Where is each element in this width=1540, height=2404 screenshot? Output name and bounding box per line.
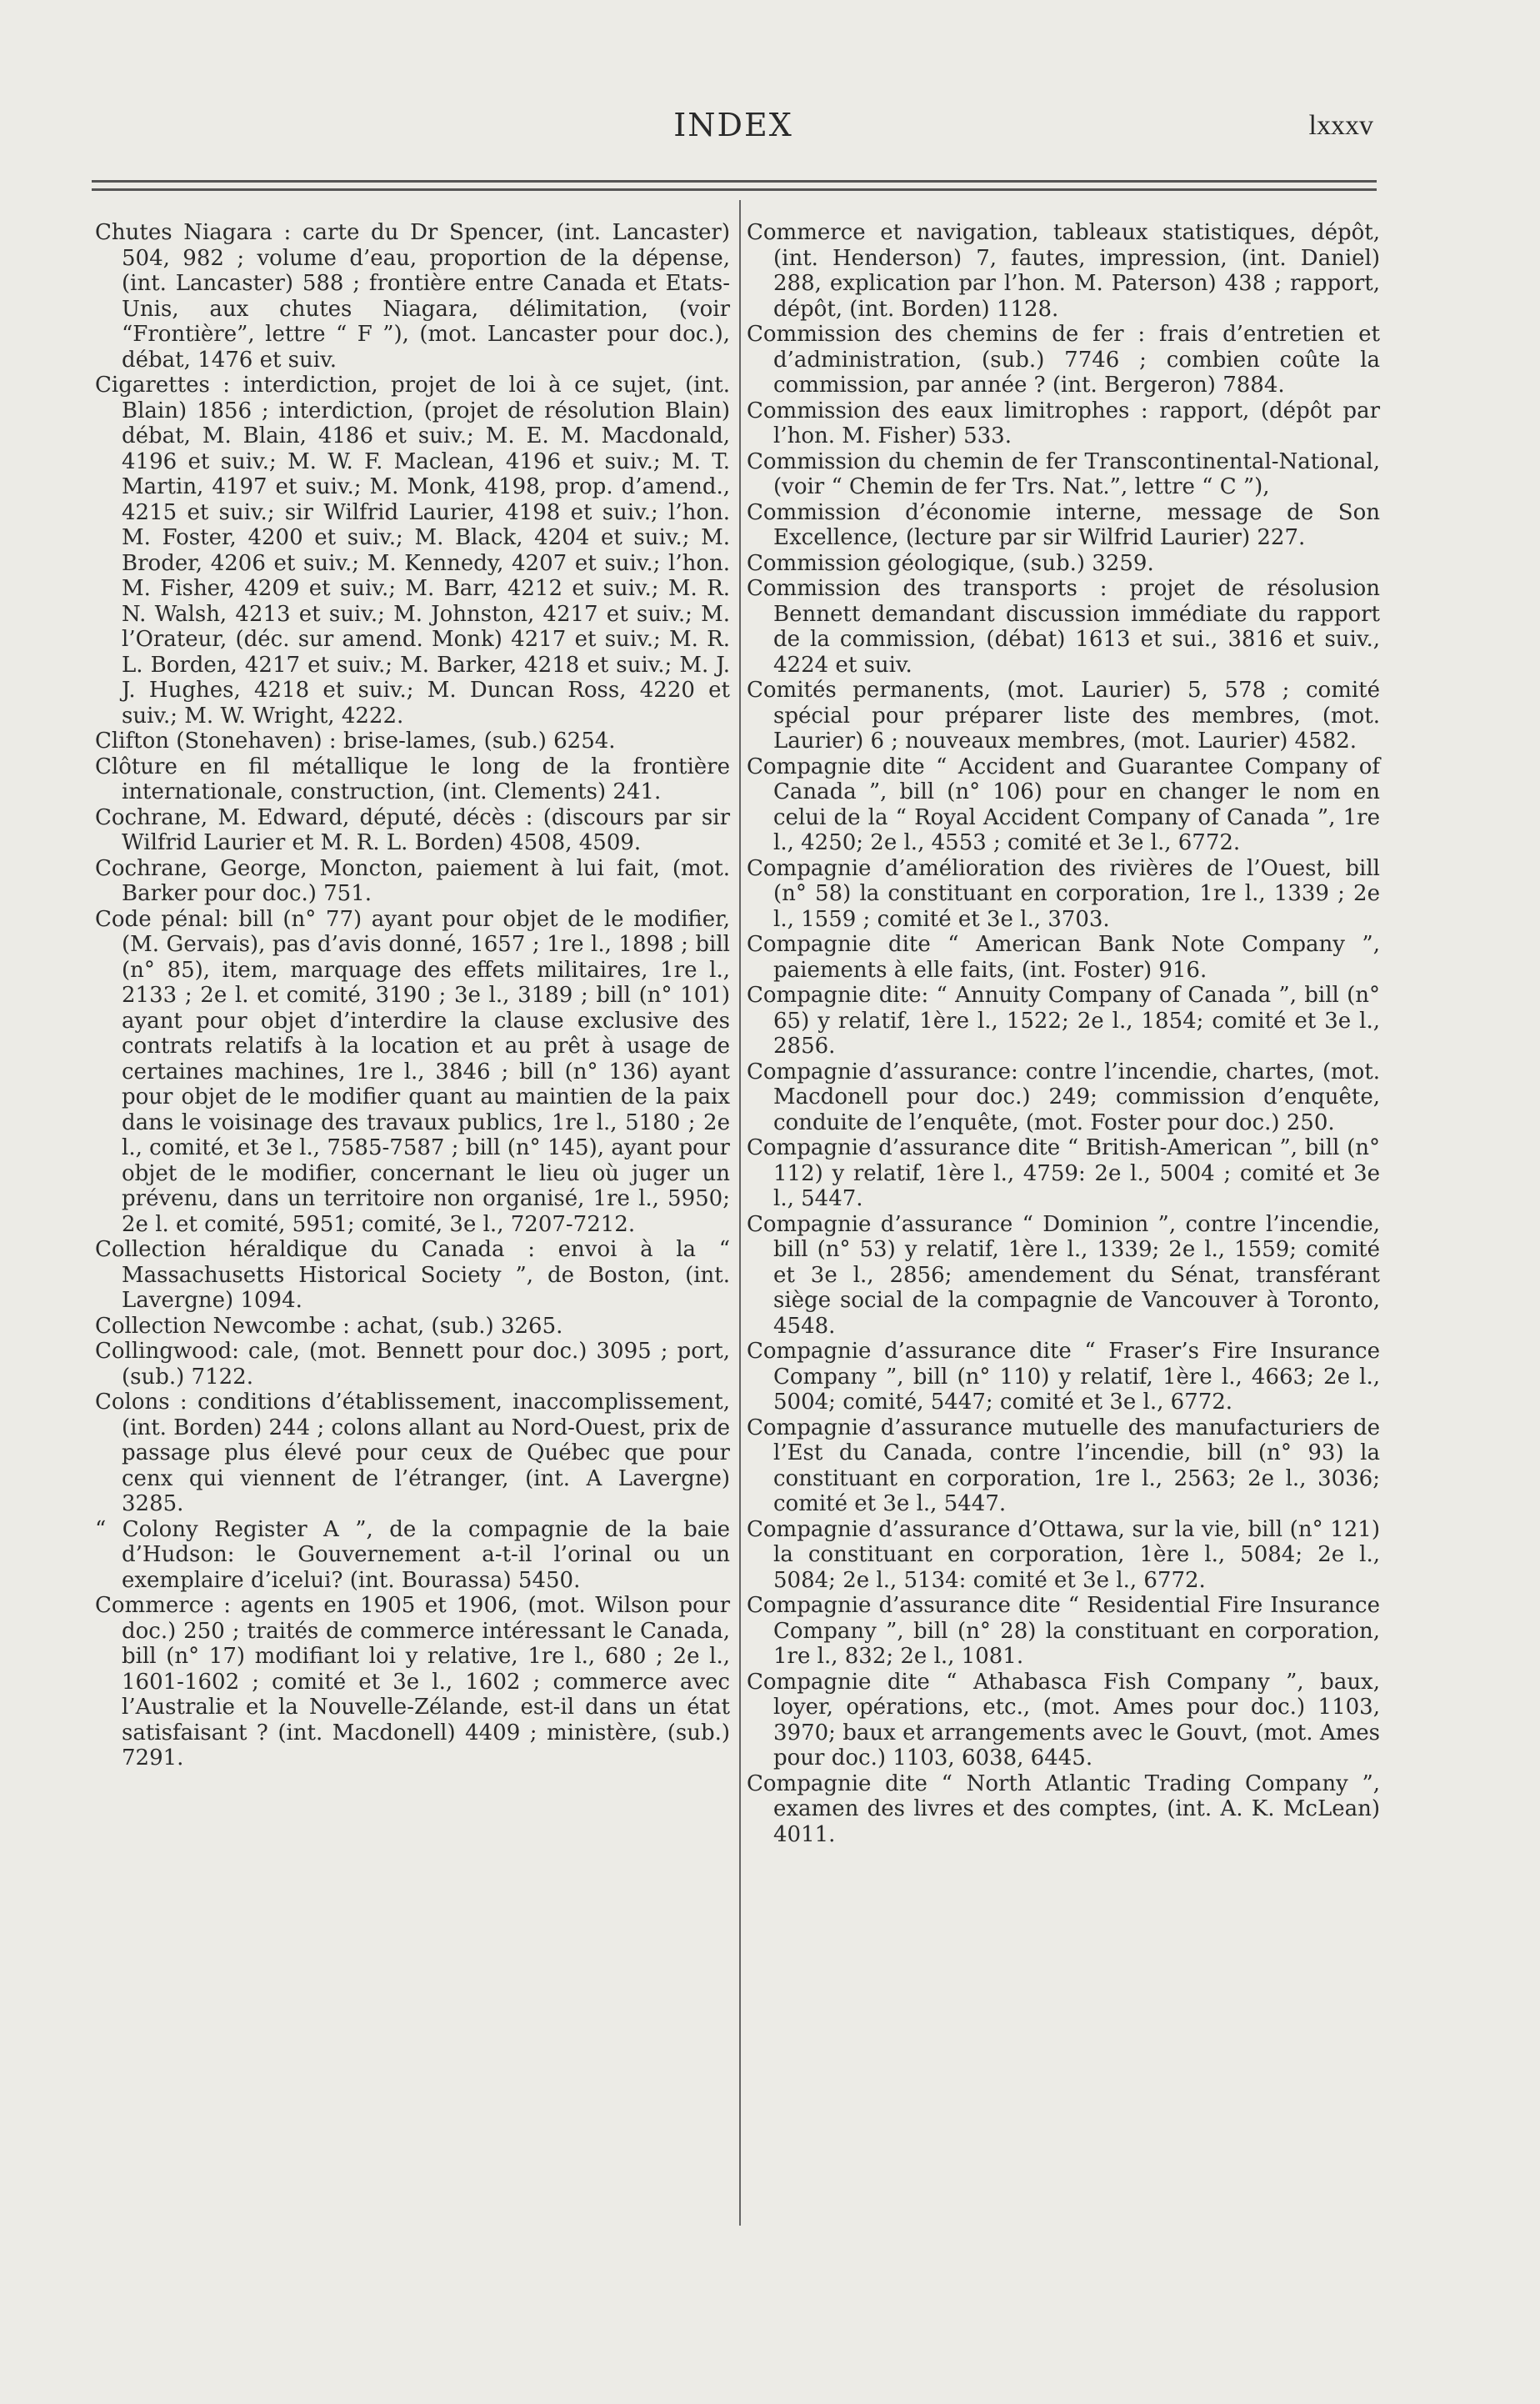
index-entry: Cochrane, George, Moncton, paiement à lui fait, (mot. Barker pour doc.) 751.	[95, 855, 730, 906]
index-entry: Chutes Niagara : carte du Dr Spencer, (int. Lancaster) 504, 982 ; volume d’eau, proportion de la dépense, (int. Lancaster) 588 ; frontière entre Canada et Etats-Unis, aux chutes Niagara, délimitation, (voir “Frontière”, lettre “ F ”), (mot. Lancaster pour doc.), débat, 1476 et suiv.	[95, 220, 730, 373]
index-entry: Collection Newcombe : achat, (sub.) 3265.	[95, 1313, 563, 1339]
index-entry: Compagnie d’amélioration des rivières de l’Ouest, bill (n° 58) la constituant en corporation, 1re l., 1339 ; 2e l., 1559 ; comité et 3e l., 3703.	[747, 855, 1380, 932]
page-title: INDEX	[673, 107, 793, 143]
index-entry: Commission des eaux limitrophes : rapport, (dépôt par l’hon. M. Fisher) 533.	[747, 398, 1380, 448]
index-entry: Cochrane, M. Edward, député, décès : (discours par sir Wilfrid Laurier et M. R. L. Borden) 4508, 4509.	[95, 804, 730, 855]
index-entry: Compagnie d’assurance d’Ottawa, sur la vie, bill (n° 121) la constituant en corporation, 1ère l., 5084; 2e l., 5084; 2e l., 5134: comité et 3e l., 6772.	[747, 1516, 1380, 1593]
index-entry: Compagnie d’assurance “ Dominion ”, contre l’incendie, bill (n° 53) y relatif, 1ère l., 1339; 2e l., 1559; comité et 3e l., 2856; amendement du Sénat, transférant siège social de la compagnie de Vancouver à Toronto, 4548.	[747, 1211, 1380, 1339]
index-entry: Compagnie d’assurance dite “ British-American ”, bill (n° 112) y relatif, 1ère l., 4759: 2e l., 5004 ; comité et 3e l., 5447.	[747, 1135, 1380, 1211]
index-column-right	[747, 220, 1380, 1847]
header-rule-top	[92, 180, 1377, 183]
index-entry: Compagnie dite “ American Bank Note Company ”, paiements à elle faits, (int. Foster) 916.	[747, 932, 1380, 983]
index-entry: Compagnie d’assurance dite “ Fraser’s Fire Insurance Company ”, bill (n° 110) y relatif, 1ère l., 4663; 2e l., 5004; comité, 5447; comité et 3e l., 6772.	[747, 1339, 1380, 1415]
index-entry: Comités permanents, (mot. Laurier) 5, 578 ; comité spécial pour préparer liste des membres, (mot. Laurier) 6 ; nouveaux membres, (mot. Laurier) 4582.	[747, 678, 1380, 754]
index-column-left	[95, 220, 730, 1771]
page-number: lxxxv	[1308, 110, 1373, 141]
index-entry: Cigarettes : interdiction, projet de loi à ce sujet, (int. Blain) 1856 ; interdiction, (projet de résolution Blain) débat, M. Blain, 4186 et suiv.; M. E. M. Macdonald, 4196 et suiv.; M. W. F. Maclean, 4196 et suiv.; M. T. Martin, 4197 et suiv.; M. Monk, 4198, prop. d’amend., 4215 et suiv.; sir Wilfrid Laurier, 4198 et suiv.; l’hon. M. Foster, 4200 et suiv.; M. Black, 4204 et suiv.; M. Broder, 4206 et suiv.; M. Kennedy, 4207 et suiv.; l’hon. M. Fisher, 4209 et suiv.; M. Barr, 4212 et suiv.; M. R. N. Walsh, 4213 et suiv.; M. Johnston, 4217 et suiv.; M. l’Orateur, (déc. sur amend. Monk) 4217 et suiv.; M. R. L. Borden, 4217 et suiv.; M. Barker, 4218 et suiv.; M. J. J. Hughes, 4218 et suiv.; M. Duncan Ross, 4220 et suiv.; M. W. Wright, 4222.	[95, 373, 730, 729]
index-entry: Commission des transports : projet de résolusion Bennett demandant discussion immédiate du rapport de la commission, (débat) 1613 et sui., 3816 et suiv., 4224 et suiv.	[747, 576, 1380, 678]
index-entry: Commission du chemin de fer Transcontinental-National, (voir “ Chemin de fer Trs. Nat.”, lettre “ C ”),	[747, 448, 1380, 499]
index-entry: Compagnie dite “ Accident and Guarantee Company of Canada ”, bill (n° 106) pour en changer le nom en celui de la “ Royal Accident Company of Canada ”, 1re l., 4250; 2e l., 4553 ; comité et 3e l., 6772.	[747, 754, 1380, 855]
index-entry: Collingwood: cale, (mot. Bennett pour doc.) 3095 ; port, (sub.) 7122.	[95, 1339, 730, 1390]
index-entry: Commission des chemins de fer : frais d’entretien et d’administration, (sub.) 7746 ; combien coûte la commission, par année ? (int. Bergeron) 7884.	[747, 322, 1380, 398]
index-entry: Code pénal: bill (n° 77) ayant pour objet de le modifier, (M. Gervais), pas d’avis donné, 1657 ; 1re l., 1898 ; bill (n° 85), item, marquage des effets militaires, 1re l., 2133 ; 2e l. et comité, 3190 ; 3e l., 3189 ; bill (n° 101) ayant pour objet d’interdire la clause exclusive des contrats relatifs à la location et au prêt à usage de certaines machines, 1re l., 3846 ; bill (n° 136) ayant pour objet de le modifier quant au maintien de la paix dans le voisinage des travaux publics, 1re l., 5180 ; 2e l., comité, et 3e l., 7585-7587 ; bill (n° 145), ayant pour objet de le modifier, concernant le lieu où juger un prévenu, dans un territoire non organisé, 1re l., 5950; 2e l. et comité, 5951; comité, 3e l., 7207-7212.	[95, 906, 730, 1237]
index-entry: Commerce et navigation, tableaux statistiques, dépôt, (int. Henderson) 7, fautes, impression, (int. Daniel) 288, explication par l’hon. M. Paterson) 438 ; rapport, dépôt, (int. Borden) 1128.	[747, 220, 1380, 322]
index-entry: Compagnie d’assurance dite “ Residential Fire Insurance Company ”, bill (n° 28) la constituant en corporation, 1re l., 832; 2e l., 1081.	[747, 1593, 1380, 1669]
index-entry: Compagnie dite: “ Annuity Company of Canada ”, bill (n° 65) y relatif, 1ère l., 1522; 2e l., 1854; comité et 3e l., 2856.	[747, 983, 1380, 1059]
index-entry: Compagnie dite “ North Atlantic Trading Company ”, examen des livres et des comptes, (int. A. K. McLean) 4011.	[747, 1770, 1380, 1847]
index-entry: Collection héraldique du Canada : envoi à la “ Massachusetts Historical Society ”, de Boston, (int. Lavergne) 1094.	[95, 1237, 730, 1313]
index-entry: “ Colony Register A ”, de la compagnie de la baie d’Hudson: le Gouvernement a-t-il l’orinal ou un exemplaire d’icelui? (int. Bourassa) 5450.	[95, 1516, 730, 1593]
index-entry: Compagnie dite “ Athabasca Fish Company ”, baux, loyer, opérations, etc., (mot. Ames pour doc.) 1103, 3970; baux et arrangements avec le Gouvt, (mot. Ames pour doc.) 1103, 6038, 6445.	[747, 1669, 1380, 1770]
page-header	[0, 107, 1540, 157]
index-entry: Compagnie d’assurance mutuelle des manufacturiers de l’Est du Canada, contre l’incendie, bill (n° 93) la constituant en corporation, 1re l., 2563; 2e l., 3036; comité et 3e l., 5447.	[747, 1415, 1380, 1516]
index-entry: Commerce : agents en 1905 et 1906, (mot. Wilson pour doc.) 250 ; traités de commerce intéressant le Canada, bill (n° 17) modifiant loi y relative, 1re l., 680 ; 2e l., 1601-1602 ; comité et 3e l., 1602 ; commerce avec l’Australie et la Nouvelle-Zélande, est-il dans un état satisfaisant ? (int. Macdonell) 4409 ; ministère, (sub.) 7291.	[95, 1593, 730, 1770]
index-entry: Clôture en fil métallique le long de la frontière internationale, construction, (int. Clements) 241.	[95, 754, 730, 804]
index-entry: Clifton (Stonehaven) : brise-lames, (sub.) 6254.	[95, 729, 616, 754]
header-rule-bottom	[92, 188, 1377, 191]
column-divider	[739, 200, 741, 2226]
index-entry: Commission d’économie interne, message de Son Excellence, (lecture par sir Wilfrid Laurier) 227.	[747, 499, 1380, 550]
index-entry: Compagnie d’assurance: contre l’incendie, chartes, (mot. Macdonell pour doc.) 249; commission d’enquête, conduite de l’enquête, (mot. Foster pour doc.) 250.	[747, 1059, 1380, 1135]
index-entry: Commission géologique, (sub.) 3259.	[747, 550, 1154, 576]
index-entry: Colons : conditions d’établissement, inaccomplissement, (int. Borden) 244 ; colons allant au Nord-Ouest, prix de passage plus élevé pour ceux de Québec que pour cenx qui viennent de l’étranger, (int. A Lavergne) 3285.	[95, 1390, 730, 1516]
